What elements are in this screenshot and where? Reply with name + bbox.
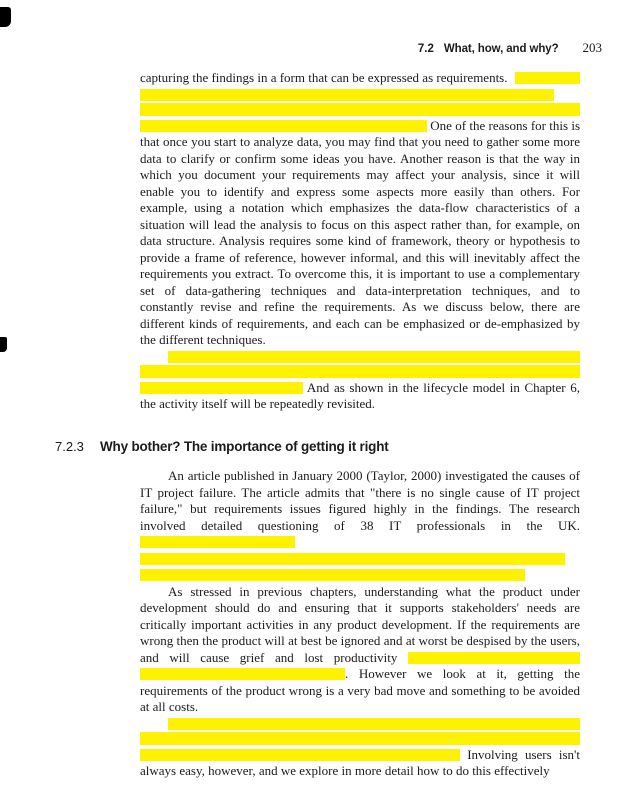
body-text: Involving users isn't always easy, however, and we explore in more detail how to do this effectively [140, 746, 580, 778]
page-number: 203 [582, 40, 602, 55]
paragraph-continuation [140, 70, 580, 87]
body-text: . However we look at it, getting the requirements of the product wrong is a very bad move and something to be avoided at all costs. [140, 666, 580, 714]
highlight-redaction [140, 89, 554, 102]
paragraph [140, 584, 580, 716]
highlight-redaction [408, 652, 580, 664]
body-text: capturing the findings in a form that can be expressed as requirements. [140, 70, 508, 85]
highlight-redaction [140, 553, 565, 565]
body-text: An article published in January 2000 (Taylor, 2000) investigated the causes of IT project failure. The article admits that "there is no single cause of IT project failure," but requirements issues figured highly in the findings. The research involved detailed questioning of 38 IT professionals in the UK. [140, 468, 580, 533]
highlight-redaction [140, 365, 580, 378]
highlight-redaction [140, 732, 580, 745]
highlight-redaction [140, 382, 303, 394]
highlight-redaction [515, 72, 581, 84]
text-block [55, 70, 581, 780]
highlight-redaction [168, 351, 580, 364]
section-title: Why bother? The importance of getting it right [100, 438, 389, 454]
scan-artifact-left [0, 337, 7, 352]
running-head-section-number: 7.2 [417, 43, 434, 55]
paragraph [140, 118, 580, 349]
highlight-redaction [140, 569, 525, 581]
body-text: As stressed in previous chapters, understanding what the product under development should do and ensuring that it supports stakeholders' needs are critically important activities in any product development. If the requirements are wrong then the product will at best be ignored and at worst be despised by the users, and will cause grief and lost productivity [140, 583, 580, 665]
body-text: And as shown in the lifecycle model in Chapter 6, the activity itself will be repeatedly revisited. [140, 379, 580, 411]
highlight-redaction [168, 718, 580, 731]
running-head-title: What, how, and why? [443, 43, 559, 55]
highlight-redaction [140, 103, 580, 116]
highlight-redaction [140, 749, 460, 761]
scan-artifact-top [0, 7, 11, 27]
section-number: 7.2.3 [55, 438, 84, 454]
highlight-redaction [140, 668, 345, 680]
highlight-redaction [140, 120, 427, 132]
paragraph [140, 468, 580, 584]
highlight-redaction [140, 536, 295, 548]
running-head [140, 40, 602, 56]
paragraph [140, 380, 580, 413]
section-heading [55, 439, 580, 456]
paragraph [140, 747, 580, 780]
body-text: One of the reasons for this is that once you start to analyze data, you may find that you need to gather some more data to clarify or confirm some ideas you have. Another reason is that the way in which you document your requirements may affect your analysis, since it will enable you to identify and express some aspects more easily than others. For example, using a notation which emphasizes the data-flow characteristics of a situation will lead the analysis to focus on this aspect rather than, for example, on data structure. Analysis requires some kind of framework, theory or hypothesis to provide a frame of reference, however informal, and this will inevitably affect the requirements you extract. To overcome this, it is important to use a complementary set of data-gathering techniques and data-interpretation techniques, and to constantly revise and refine the requirements. As we discuss below, there are different kinds of requirements, and each can be emphasized or de-emphasized by the different techniques. [140, 117, 581, 347]
